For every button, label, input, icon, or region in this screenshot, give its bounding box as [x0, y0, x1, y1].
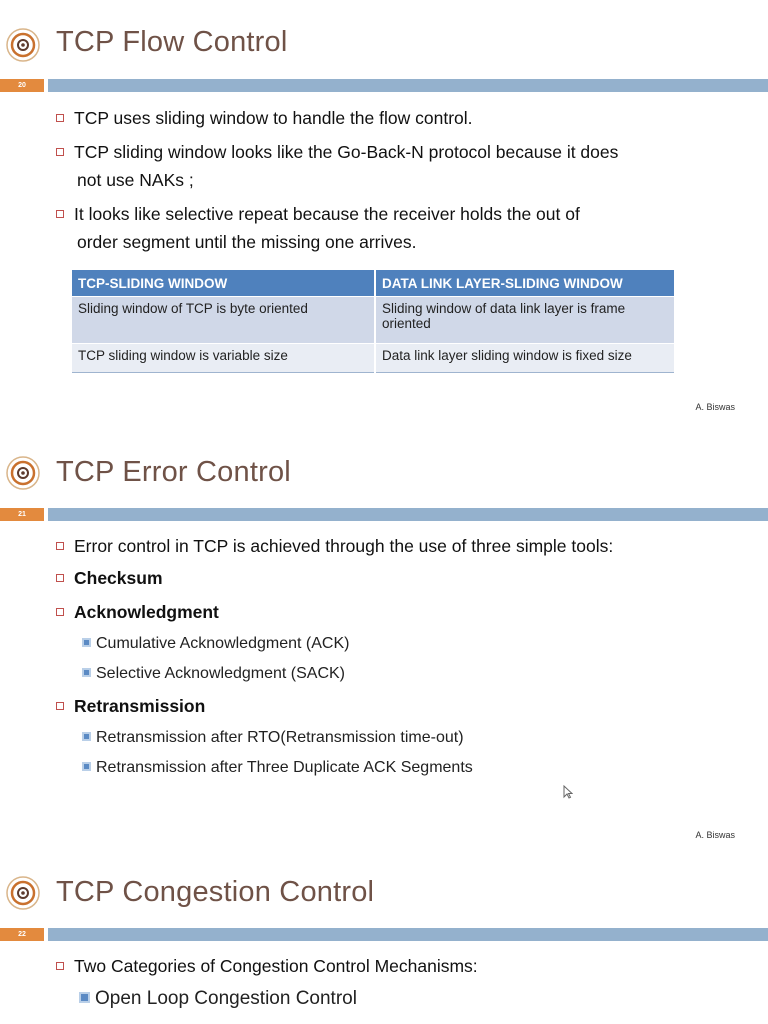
- title-rule: [48, 79, 768, 92]
- bullet-continuation: order segment until the missing one arrives.: [77, 232, 417, 252]
- hollow-square-bullet-icon: [56, 542, 64, 550]
- slide-tcp-error-control: [0, 432, 768, 852]
- filled-square-bullet-icon: [82, 668, 91, 677]
- filled-square-bullet-icon: [82, 638, 91, 647]
- author-credit: A. Biswas: [695, 830, 735, 840]
- table-cell: TCP sliding window is variable size: [72, 344, 375, 373]
- bullet-item: Retransmission: [56, 693, 205, 720]
- table-row: [72, 297, 675, 344]
- university-seal-icon: [6, 456, 40, 490]
- table-cell: Sliding window of data link layer is frame oriented: [375, 297, 675, 344]
- sub-bullet-item: Retransmission after Three Duplicate ACK Segments: [82, 757, 473, 779]
- bullet-item: Acknowledgment: [56, 599, 219, 626]
- slide-tcp-flow-control: [0, 0, 768, 432]
- slide-number: 21: [0, 508, 44, 521]
- filled-square-bullet-icon: [82, 732, 91, 741]
- slide-tcp-congestion-control: [0, 852, 768, 1024]
- bullet-item: Checksum: [56, 565, 163, 592]
- bullet-item: Error control in TCP is achieved through the use of three simple tools:: [56, 533, 613, 560]
- hollow-square-bullet-icon: [56, 114, 64, 122]
- university-seal-icon: [6, 876, 40, 910]
- table-cell: Data link layer sliding window is fixed size: [375, 344, 675, 373]
- title-rule: [48, 508, 768, 521]
- hollow-square-bullet-icon: [56, 608, 64, 616]
- slide-number: 20: [0, 79, 44, 92]
- comparison-table: [72, 270, 676, 373]
- table-header: DATA LINK LAYER-SLIDING WINDOW: [375, 270, 675, 297]
- bullet-continuation: not use NAKs ;: [77, 170, 194, 190]
- slide-title: TCP Congestion Control: [56, 876, 375, 908]
- sub-bullet-item: Retransmission after RTO(Retransmission time-out): [82, 727, 464, 749]
- university-seal-icon: [6, 28, 40, 62]
- bullet-item: TCP sliding window looks like the Go-Back-N protocol because it does: [56, 139, 618, 166]
- table-cell: Sliding window of TCP is byte oriented: [72, 297, 375, 344]
- table-row: [72, 344, 675, 373]
- slide-title: TCP Flow Control: [56, 26, 288, 58]
- filled-square-bullet-icon: [82, 762, 91, 771]
- hollow-square-bullet-icon: [56, 962, 64, 970]
- sub-bullet-item: Selective Acknowledgment (SACK): [82, 663, 345, 685]
- table-header: TCP-SLIDING WINDOW: [72, 270, 375, 297]
- sub-bullet-item: Open Loop Congestion Control: [79, 988, 357, 1010]
- bullet-item: Two Categories of Congestion Control Mechanisms:: [56, 953, 478, 980]
- hollow-square-bullet-icon: [56, 574, 64, 582]
- hollow-square-bullet-icon: [56, 702, 64, 710]
- bullet-item: TCP uses sliding window to handle the flow control.: [56, 105, 473, 132]
- hollow-square-bullet-icon: [56, 210, 64, 218]
- sub-bullet-item: Cumulative Acknowledgment (ACK): [82, 633, 349, 655]
- mouse-pointer-icon: [563, 785, 573, 799]
- slide-number: 22: [0, 928, 44, 941]
- slide-title: TCP Error Control: [56, 456, 291, 488]
- filled-square-bullet-icon: [79, 992, 90, 1003]
- bullet-item: It looks like selective repeat because the receiver holds the out of: [56, 201, 580, 228]
- author-credit: A. Biswas: [695, 402, 735, 412]
- title-rule: [48, 928, 768, 941]
- hollow-square-bullet-icon: [56, 148, 64, 156]
